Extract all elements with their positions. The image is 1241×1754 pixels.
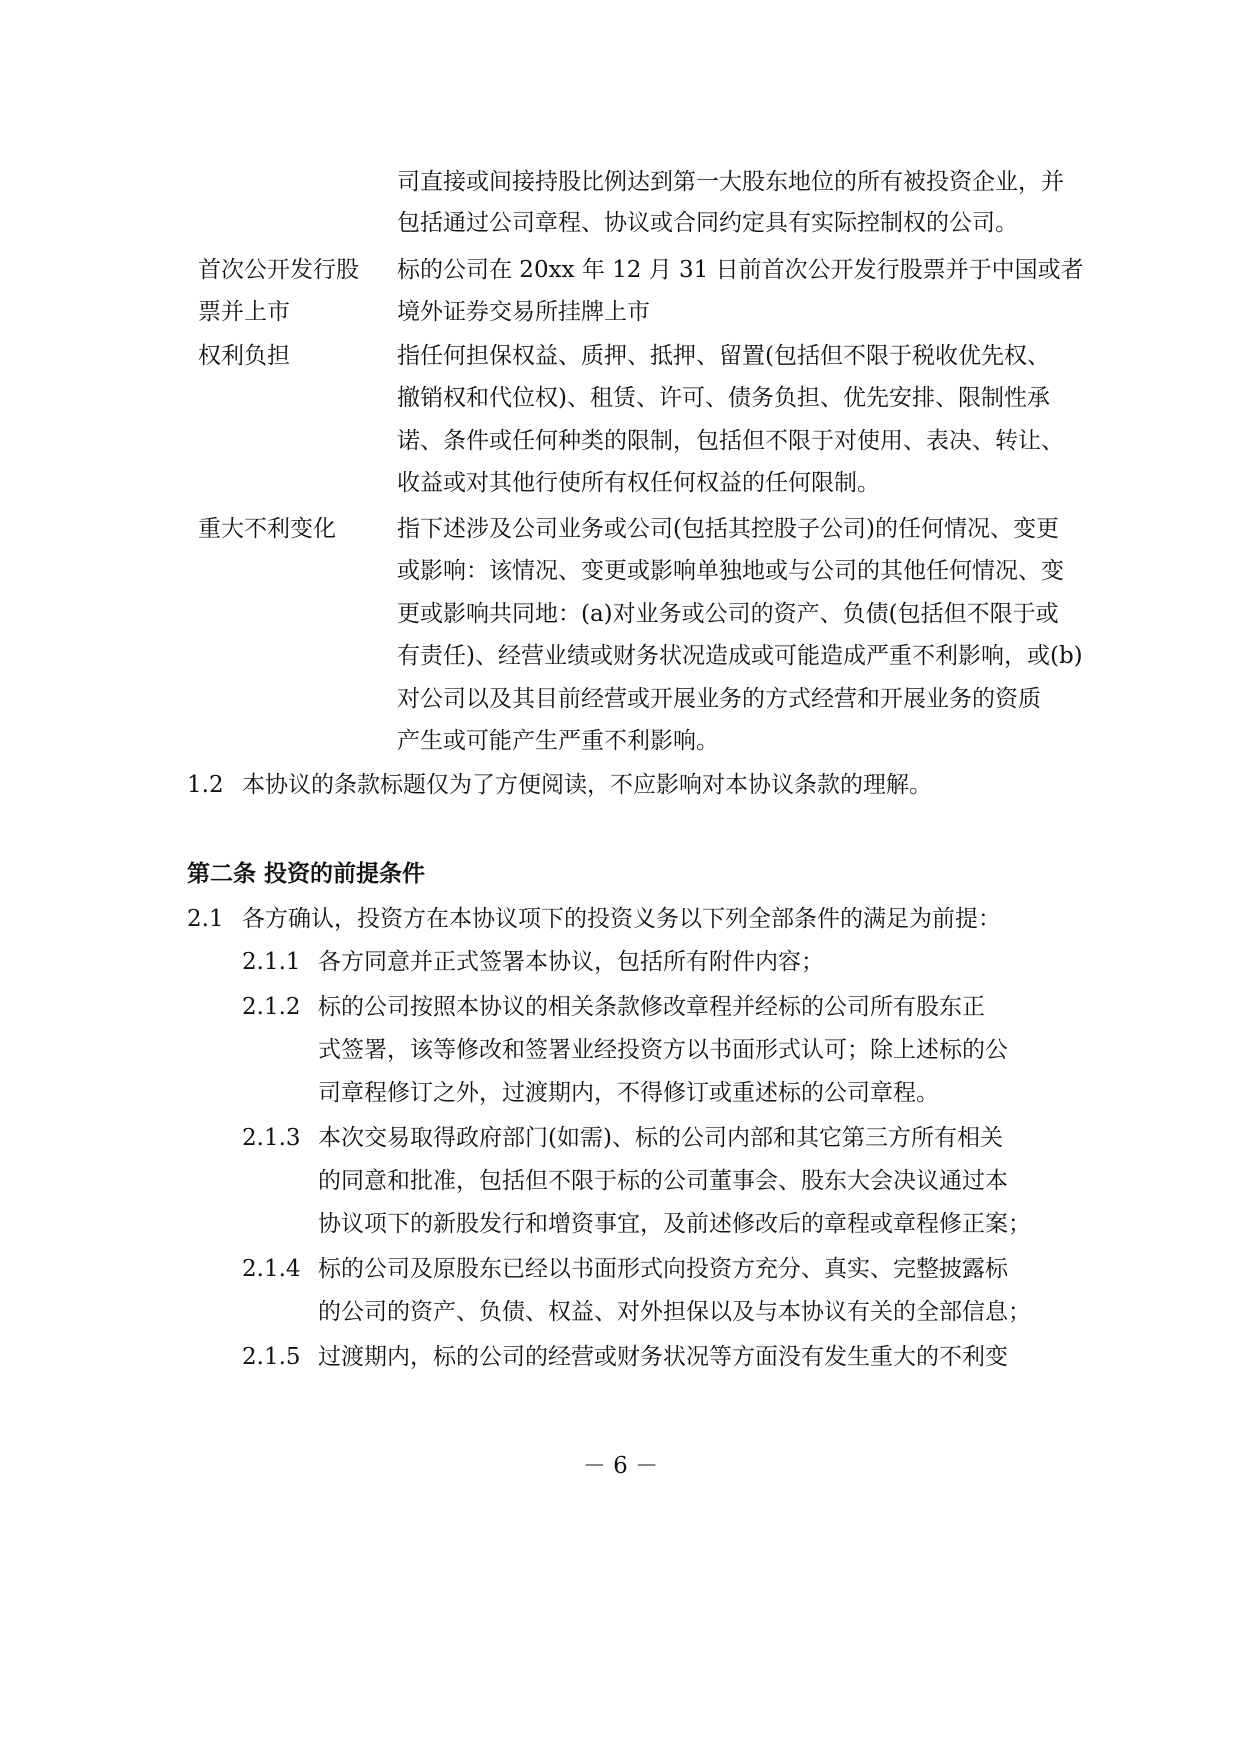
definition-text-line: 更或影响共同地：(a)对业务或公司的资产、负债(包括但不限于或 — [397, 601, 1059, 627]
definition-text-line: 有责任)、经营业绩或财务状况造成或可能造成严重不利影响，或(b) — [397, 643, 1083, 669]
definition-text-line: 境外证券交易所挂牌上市 — [397, 299, 650, 325]
subclause-number: 2.1.4 — [242, 1256, 301, 1282]
subclause-text-line: 各方同意并正式签署本协议，包括所有附件内容； — [318, 949, 824, 975]
clause-text: 本协议的条款标题仅为了方便阅读，不应影响对本协议条款的理解。 — [242, 772, 932, 798]
subclause-text-line: 协议项下的新股发行和增资事宜，及前述修改后的章程或章程修正案； — [318, 1211, 1031, 1237]
definition-text-line: 指下述涉及公司业务或公司(包括其控股子公司)的任何情况、变更 — [397, 516, 1059, 542]
subclause-text-line: 标的公司按照本协议的相关条款修改章程并经标的公司所有股东正 — [318, 994, 985, 1020]
article-heading: 第二条 投资的前提条件 — [187, 860, 426, 887]
subclause-text-line: 式签署，该等修改和签署业经投资方以书面形式认可；除上述标的公 — [318, 1037, 1008, 1063]
definition-text-line: 指任何担保权益、质押、抵押、留置(包括但不限于税收优先权、 — [397, 343, 1050, 369]
clause-number: 2.1 — [187, 906, 224, 932]
page-number: － 6 － — [582, 1453, 659, 1479]
definition-text-line: 诺、条件或任何种类的限制，包括但不限于对使用、表决、转让、 — [397, 428, 1064, 454]
definition-text-line: 司直接或间接持股比例达到第一大股东地位的所有被投资企业，并 — [397, 169, 1064, 195]
subclause-text-line: 的同意和批准，包括但不限于标的公司董事会、股东大会决议通过本 — [318, 1168, 1008, 1194]
subclause-number: 2.1.1 — [242, 949, 301, 975]
subclause-text-line: 标的公司及原股东已经以书面形式向投资方充分、真实、完整披露标 — [318, 1256, 1008, 1282]
definition-term: 权利负担 — [198, 343, 290, 369]
definition-text-line: 标的公司在 20xx 年 12 月 31 日前首次公开发行股票并于中国或者 — [397, 257, 1084, 283]
definition-term: 重大不利变化 — [198, 516, 336, 542]
definition-text-line: 或影响：该情况、变更或影响单独地或与公司的其他任何情况、变 — [397, 558, 1064, 584]
subclause-text-line: 过渡期内，标的公司的经营或财务状况等方面没有发生重大的不利变 — [318, 1344, 1008, 1370]
definition-text-line: 撤销权和代位权)、租赁、许可、债务负担、优先安排、限制性承 — [397, 385, 1050, 411]
subclause-text-line: 的公司的资产、负债、权益、对外担保以及与本协议有关的全部信息； — [318, 1299, 1031, 1325]
definition-text-line: 包括通过公司章程、协议或合同约定具有实际控制权的公司。 — [397, 210, 1018, 236]
subclause-number: 2.1.2 — [242, 994, 301, 1020]
subclause-number: 2.1.5 — [242, 1344, 301, 1370]
subclause-text-line: 本次交易取得政府部门(如需)、标的公司内部和其它第三方所有相关 — [318, 1125, 1003, 1151]
definition-term: 票并上市 — [198, 299, 290, 325]
definition-term: 首次公开发行股 — [198, 257, 359, 283]
definition-text-line: 产生或可能产生严重不利影响。 — [397, 728, 719, 754]
clause-number: 1.2 — [187, 772, 224, 798]
definition-text-line: 收益或对其他行使所有权任何权益的任何限制。 — [397, 470, 880, 496]
clause-text: 各方确认，投资方在本协议项下的投资义务以下列全部条件的满足为前提： — [242, 906, 1001, 932]
subclause-text-line: 司章程修订之外，过渡期内，不得修订或重述标的公司章程。 — [318, 1080, 939, 1106]
definition-text-line: 对公司以及其目前经营或开展业务的方式经营和开展业务的资质 — [397, 686, 1041, 712]
subclause-number: 2.1.3 — [242, 1125, 301, 1151]
